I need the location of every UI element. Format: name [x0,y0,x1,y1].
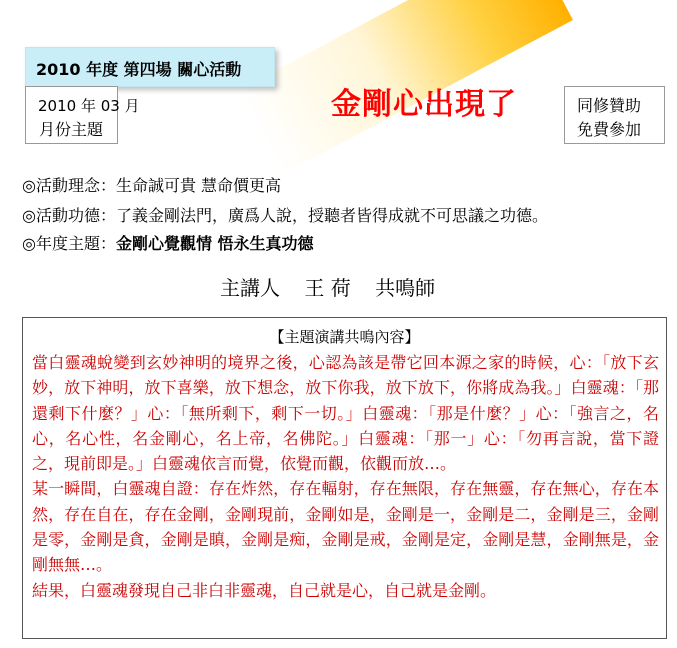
month-box [25,86,140,144]
page-title: 金剛心出現了 [331,87,517,122]
concept-value: 生命誠可貴 慧命價更高 [115,176,282,195]
content-paragraph: 結果，白靈魂發現自己非白非靈魂，自己就是心，自己就是金剛。 [32,580,497,600]
event-banner [25,47,275,87]
speaker-role: 主講人 [220,276,280,300]
content-paragraph: 當白靈魂蛻變到玄妙神明的境界之後，心認為該是帶它回本源之家的時候，心：「放下玄妙，放下神明，放下喜樂，放下想念，放下你我，放下放下，你將成為我。」白靈魂：「那還剩下什麼？」心：「無所剩下，剩下一切。」白靈魂：「那是什麼？」心：「強言之，名心，名心性，名金剛心，名上帝，名佛陀。」白靈魂：「那一」心：「勿再言說，當下證之，現前即是。」白靈魂依言而覺，依覺而觀，依觀而放…。 [32,353,659,474]
sponsor-line-2: 免費參加 [577,120,642,139]
merit-value: 了義金剛法門，廣爲人說，授聽者皆得成就不可思議之功德。 [115,206,548,225]
event-banner-text: 2010 年度 第四場 關心活動 [36,60,242,79]
sponsor-line-1: 同修贊助 [577,96,642,115]
speaker-name: 王 荷 [304,276,351,300]
speaker-line [220,272,453,301]
activity-concept-row [22,173,281,196]
sponsor-box [564,86,665,144]
content-text [32,350,659,603]
theme-value: 金剛心覺觀情 悟永生真功德 [115,234,314,253]
annual-theme-row [22,231,314,254]
month-date: 2010 年 03 月 [38,97,140,115]
speaker-title: 共鳴師 [375,276,436,300]
merit-label: ◎活動功德： [22,206,116,225]
content-box [22,317,667,639]
theme-label: ◎年度主題： [22,234,116,253]
concept-label: ◎活動理念： [22,176,116,195]
activity-merit-row [22,203,548,226]
content-paragraph: 某一瞬間，白靈魂自證：存在炸然，存在輻射，存在無限，存在無靈，存在無心，存在本然，存在自在，存在金剛，金剛現前，金剛如是，金剛是一，金剛是二，金剛是三，金剛是零，金剛是貪，金剛是瞋，金剛是痴，金剛是戒，金剛是定，金剛是慧，金剛無是，金剛無無…。 [32,479,659,575]
month-theme-label: 月份主題 [39,120,104,139]
content-heading: 【主題演講共鳴內容】 [269,328,420,346]
